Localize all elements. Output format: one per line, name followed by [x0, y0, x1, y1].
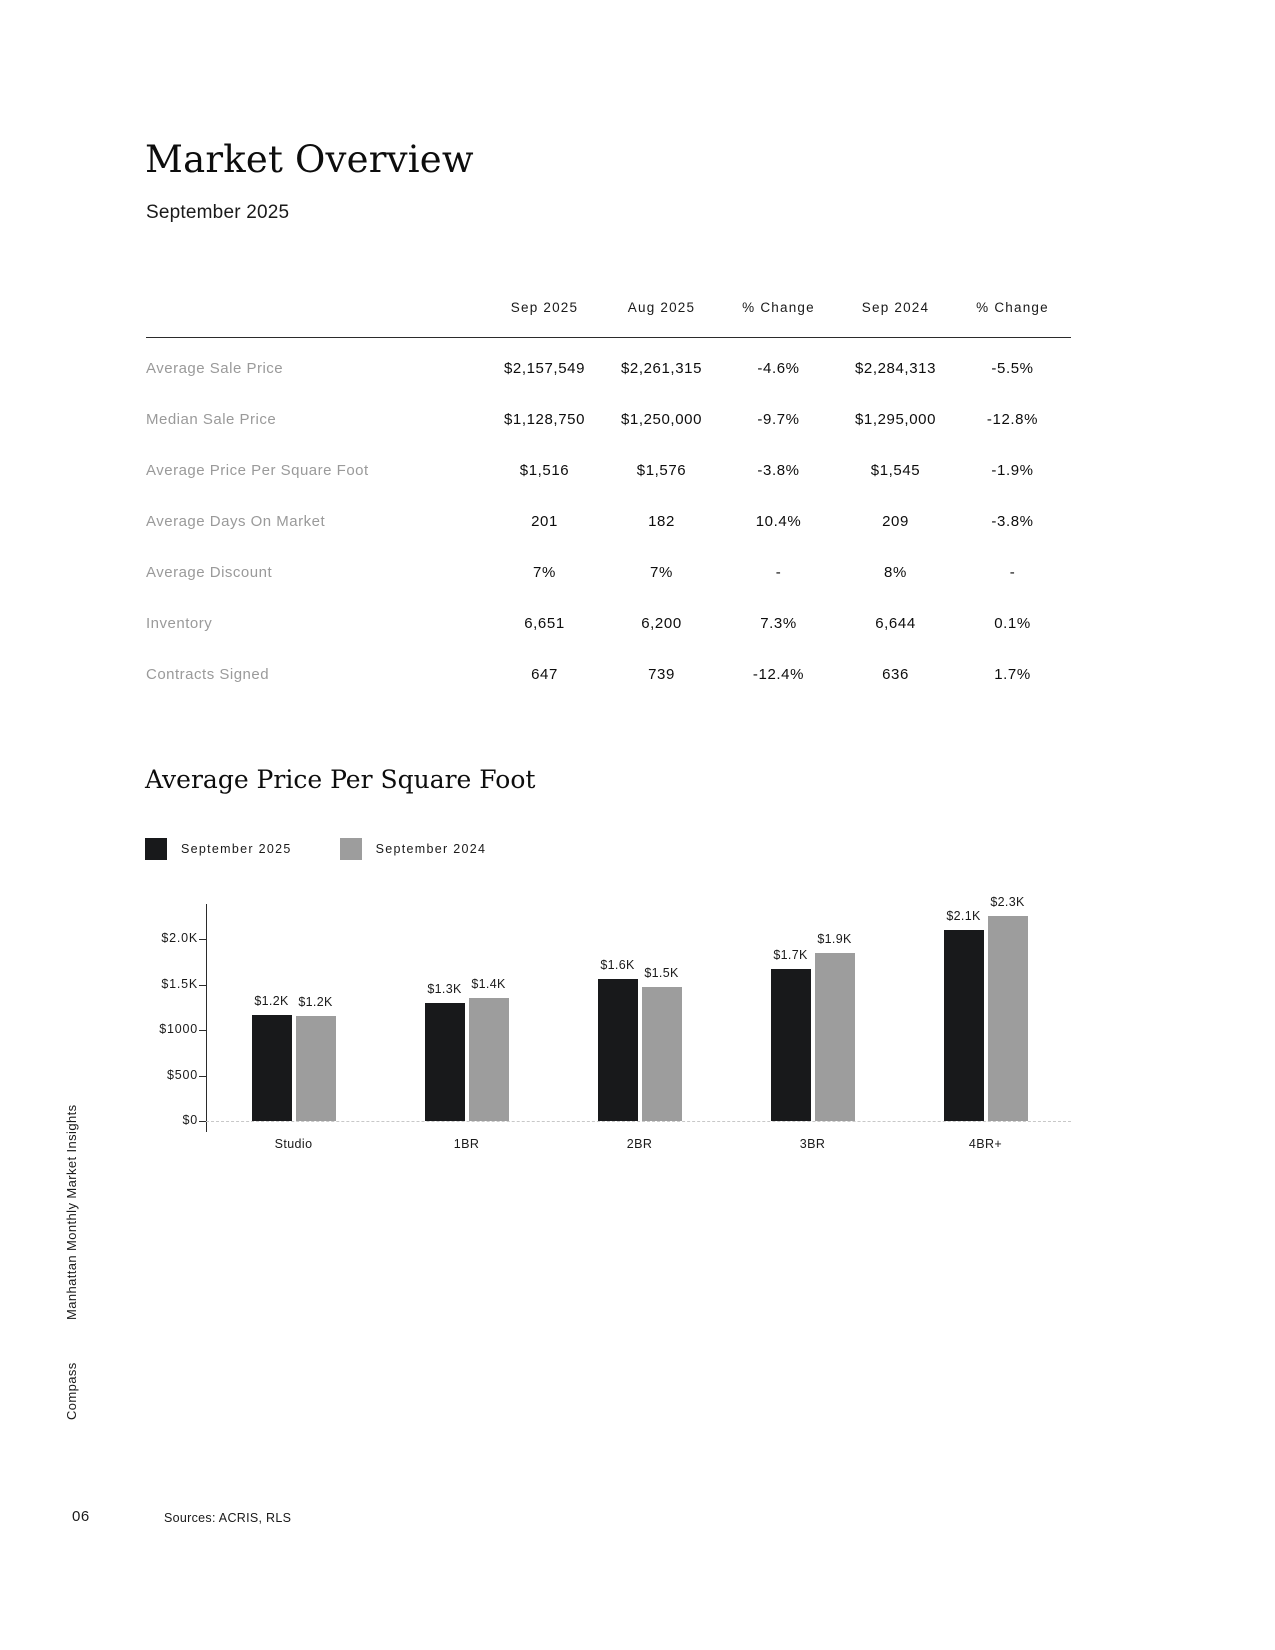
cell-change-month: 7.3% [760, 615, 797, 632]
col-header-change-year: % Change [976, 300, 1049, 315]
bar-current-year [252, 994, 292, 1121]
y-axis-tick-label: $1000 [159, 1022, 198, 1037]
bar-value-label: $1.7K [773, 948, 808, 963]
x-axis-category-label: 3BR [799, 1137, 826, 1151]
side-publication-label: Manhattan Monthly Market Insights [64, 1104, 79, 1320]
cell-sep-2025: $1,516 [519, 462, 570, 479]
table-row [146, 496, 1071, 547]
bar-value-label: $1.9K [817, 931, 852, 946]
cell-sep-2024: 636 [882, 666, 909, 683]
chart-legend [145, 838, 534, 860]
cell-change-month: -3.8% [757, 462, 800, 479]
cell-change-year: -3.8% [991, 513, 1034, 530]
cell-sep-2024: $2,284,313 [854, 360, 937, 377]
cell-change-month: -12.4% [752, 666, 805, 683]
table-header-row [146, 300, 1071, 338]
table-row [146, 445, 1071, 496]
bar-value-label: $1.6K [600, 957, 635, 972]
x-axis-category-label: Studio [274, 1137, 313, 1151]
page-subtitle: September 2025 [146, 202, 290, 223]
cell-change-month: -9.7% [757, 411, 800, 428]
chart-plot-area [207, 890, 1071, 1151]
cell-aug-2025: 6,200 [641, 615, 682, 632]
cell-aug-2025: 7% [650, 564, 673, 581]
cell-change-year: 1.7% [994, 666, 1031, 683]
cell-change-month: - [775, 564, 782, 581]
page-number: 06 [72, 1508, 90, 1525]
cell-change-month: -4.6% [757, 360, 800, 377]
cell-sep-2025: 647 [531, 666, 558, 683]
col-header-sep-2025: Sep 2025 [510, 300, 579, 315]
col-header-sep-2024: Sep 2024 [861, 300, 930, 315]
y-axis-tick-mark [199, 1121, 206, 1122]
y-axis-tick-label: $1.5K [161, 976, 198, 991]
cell-sep-2025: $1,128,750 [503, 411, 586, 428]
cell-sep-2024: 209 [882, 513, 909, 530]
col-header-metric [146, 300, 486, 338]
bar-previous-year [296, 994, 336, 1121]
legend-swatch-icon [145, 838, 167, 860]
row-label: Contracts Signed [146, 666, 270, 683]
cell-sep-2024: 6,644 [875, 615, 916, 632]
col-header-change-month: % Change [742, 300, 815, 315]
table-row [146, 547, 1071, 598]
cell-change-year: 0.1% [994, 615, 1031, 632]
row-label: Average Discount [146, 564, 273, 581]
y-axis-tick-mark [199, 985, 206, 986]
cell-sep-2024: $1,545 [870, 462, 921, 479]
row-label: Median Sale Price [146, 411, 277, 428]
row-label: Average Sale Price [146, 360, 284, 377]
bar-value-label: $1.5K [644, 966, 679, 981]
bar-previous-year [988, 894, 1028, 1121]
cell-change-year: -12.8% [986, 411, 1039, 428]
cell-change-year: - [1009, 564, 1016, 581]
table-row [146, 394, 1071, 445]
cell-sep-2024: $1,295,000 [854, 411, 937, 428]
chart-group [899, 890, 1072, 1151]
x-axis-category-label: 1BR [453, 1137, 480, 1151]
row-label: Average Price Per Square Foot [146, 462, 369, 479]
y-axis-tick-label: $2.0K [161, 931, 198, 946]
bar-value-label: $1.2K [254, 994, 289, 1009]
y-axis-tick-mark [199, 939, 206, 940]
cell-aug-2025: $2,261,315 [620, 360, 703, 377]
row-label: Average Days On Market [146, 513, 326, 530]
bar-previous-year [815, 931, 855, 1121]
legend-label: September 2024 [375, 842, 487, 856]
cell-change-year: -1.9% [991, 462, 1034, 479]
cell-sep-2025: 6,651 [524, 615, 565, 632]
bar-value-label: $1.4K [471, 977, 506, 992]
chart-title: Average Price Per Square Foot [145, 765, 536, 794]
cell-change-month: 10.4% [755, 513, 802, 530]
cell-sep-2025: 7% [533, 564, 556, 581]
table-row [146, 598, 1071, 649]
bar-previous-year [469, 977, 509, 1121]
chart-group [380, 890, 553, 1151]
bar-value-label: $1.3K [427, 981, 462, 996]
sources-note: Sources: ACRIS, RLS [164, 1511, 292, 1525]
bar-value-label: $1.2K [298, 994, 333, 1009]
chart-group [553, 890, 726, 1151]
table-body [146, 338, 1071, 701]
y-axis-tick-mark [199, 1076, 206, 1077]
page-title: Market Overview [145, 138, 474, 181]
y-axis-tick-label: $500 [166, 1067, 198, 1082]
x-axis-category-label: 4BR+ [968, 1137, 1003, 1151]
legend-swatch-icon [340, 838, 362, 860]
chart-group [726, 890, 899, 1151]
table-header [146, 300, 1071, 338]
bar-current-year [771, 948, 811, 1121]
bar-current-year [944, 908, 984, 1121]
cell-change-year: -5.5% [991, 360, 1034, 377]
bar-value-label: $2.3K [990, 894, 1025, 909]
cell-sep-2025: 201 [531, 513, 558, 530]
y-axis-tick-label: $0 [182, 1113, 198, 1127]
x-axis-category-label: 2BR [626, 1137, 653, 1151]
market-stats-table [146, 300, 1071, 700]
cell-sep-2025: $2,157,549 [503, 360, 586, 377]
cell-aug-2025: 739 [648, 666, 675, 683]
chart-group [207, 890, 380, 1151]
cell-sep-2024: 8% [884, 564, 907, 581]
cell-aug-2025: 182 [648, 513, 675, 530]
bar-current-year [425, 981, 465, 1121]
side-brand-label: Compass [64, 1362, 79, 1420]
bar-current-year [598, 957, 638, 1121]
price-per-sqft-bar-chart [146, 890, 1071, 1160]
col-header-aug-2025: Aug 2025 [627, 300, 696, 315]
bar-previous-year [642, 966, 682, 1121]
cell-aug-2025: $1,250,000 [620, 411, 703, 428]
bar-value-label: $2.1K [946, 908, 981, 923]
table-row [146, 338, 1071, 395]
legend-item-current [145, 838, 292, 860]
legend-item-previous [340, 838, 487, 860]
table-row [146, 649, 1071, 700]
cell-aug-2025: $1,576 [636, 462, 687, 479]
y-axis-tick-mark [199, 1030, 206, 1031]
x-axis-baseline [206, 1121, 1071, 1122]
row-label: Inventory [146, 615, 213, 632]
legend-label: September 2025 [181, 842, 292, 856]
